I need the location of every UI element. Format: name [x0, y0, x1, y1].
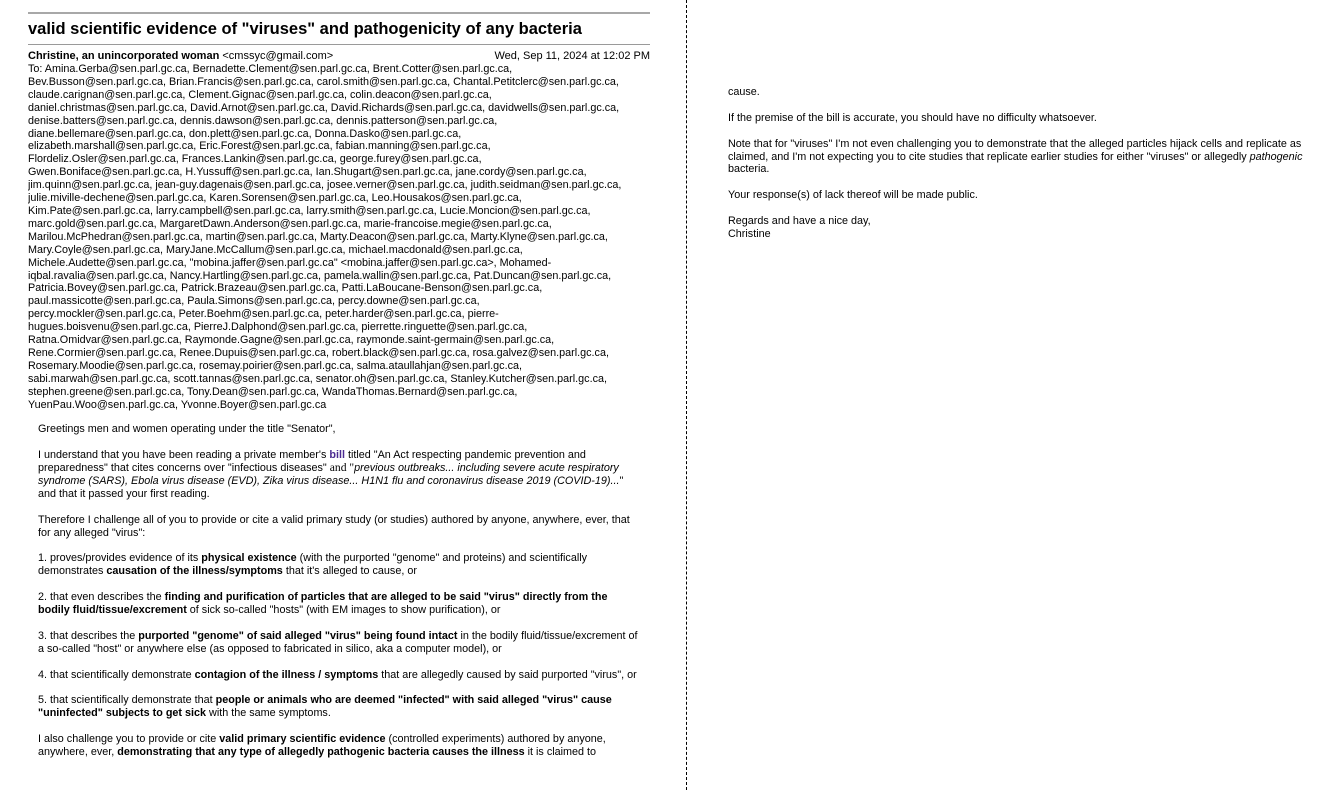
recipient-line: denise.batters@sen.parl.gc.ca, dennis.dawson@sen.parl.gc.ca, dennis.patterson@sen.parl.gc.ca, [28, 114, 498, 127]
recipient-line: Kim.Pate@sen.parl.gc.ca, larry.campbell@sen.parl.gc.ca, larry.smith@sen.parl.gc.ca, Lucie.Moncion@sen.parl.gc.ca, [28, 204, 591, 217]
italic-span: pathogenic [1249, 150, 1303, 163]
challenge-item-3 [38, 630, 638, 656]
sender-email[interactable]: <cmssyc@gmail.com> [222, 50, 334, 62]
public-notice: Your response(s) of lack thereof will be made public. [728, 189, 978, 202]
recipient-line: To: Amina.Gerba@sen.parl.gc.ca, Bernadette.Clement@sen.parl.gc.ca, Brent.Cotter@sen.parl.gc.ca, [28, 63, 513, 75]
text-span: bacteria. [728, 163, 770, 176]
recipient-line: Patricia.Bovey@sen.parl.gc.ca, Patrick.Brazeau@sen.parl.gc.ca, Patti.LaBoucane-Benson@sen.parl.gc.ca, [28, 282, 543, 295]
recipient-line: Bev.Busson@sen.parl.gc.ca, Brian.Francis@sen.parl.gc.ca, carol.smith@sen.parl.gc.ca, Chantal.Petitclerc@sen.parl.gc.ca, [28, 75, 619, 88]
email-date: Wed, Sep 11, 2024 at 12:02 PM [494, 50, 650, 62]
continuation-text: cause. [728, 86, 760, 98]
bold-span: demonstrating that any type of allegedly pathogenic bacteria causes the illness [117, 746, 525, 758]
bold-span: people or animals who are deemed "infected" with said alleged "virus" cause "uninfected" subjects to get sick [38, 694, 612, 720]
recipient-line: diane.bellemare@sen.parl.gc.ca, don.plett@sen.parl.gc.ca, Donna.Dasko@sen.parl.gc.ca, [28, 127, 462, 140]
recipient-line: YuenPau.Woo@sen.parl.gc.ca, Yvonne.Boyer@sen.parl.gc.ca [28, 398, 327, 411]
closing [728, 215, 1328, 241]
text-span: in the bodily fluid/tissue/excrement of a so-called "host" or anywhere else (as opposed to fabricated in silico, aka a computer model), or [38, 629, 638, 655]
email-subject: valid scientific evidence of "viruses" and pathogenicity of any bacteria [28, 20, 582, 38]
note-paragraph [728, 138, 1328, 177]
challenge-item-5 [38, 694, 638, 720]
bold-span: valid primary scientific evidence [219, 733, 386, 746]
email-body [38, 423, 638, 758]
recipient-line: percy.mockler@sen.parl.gc.ca, Peter.Boehm@sen.parl.gc.ca, peter.harder@sen.parl.gc.ca, pierre- [28, 308, 499, 321]
bold-span: physical existence [201, 552, 297, 565]
challenge-item-1 [38, 552, 638, 578]
text-span: Note that for "viruses" I'm not even challenging you to demonstrate that the alleged particles hijack cells and replicate as claimed, and I'm not expecting you to cite studies that replicate earlier studies for either "viruses" or allegedly [728, 137, 1302, 163]
recipient-line: daniel.christmas@sen.parl.gc.ca, David.Arnot@sen.parl.gc.ca, David.Richards@sen.parl.gc.ca, davidwells@sen.parl.gc.ca, [28, 101, 620, 114]
recipient-line: iqbal.ravalia@sen.parl.gc.ca, Nancy.Hartling@sen.parl.gc.ca, pamela.wallin@sen.parl.gc.ca, Pat.Duncan@sen.parl.gc.ca, [28, 269, 612, 282]
text-span: with the same symptoms. [206, 707, 331, 720]
recipient-line: Gwen.Boniface@sen.parl.gc.ca, H.Yussuff@sen.parl.gc.ca, Ian.Shugart@sen.parl.gc.ca, jane.cordy@sen.parl.gc.ca, [28, 166, 587, 179]
recipient-line: sabi.marwah@sen.parl.gc.ca, scott.tannas@sen.parl.gc.ca, senator.oh@sen.parl.gc.ca, Stanley.Kutcher@sen.parl.gc.ca, [28, 372, 607, 385]
page-two [728, 86, 1328, 241]
recipient-list [28, 63, 650, 411]
recipient-line: jim.quinn@sen.parl.gc.ca, jean-guy.dagenais@sen.parl.gc.ca, josee.verner@sen.parl.gc.ca, judith.seidman@sen.parl.gc.ca, [28, 179, 622, 192]
text-span: of sick so-called "hosts" (with EM images to show purification), or [186, 604, 501, 617]
bacteria-challenge [38, 733, 638, 759]
subject-rule [28, 44, 650, 45]
recipient-line: Rene.Cormier@sen.parl.gc.ca, Renee.Dupuis@sen.parl.gc.ca, robert.black@sen.parl.gc.ca, rosa.galvez@sen.parl.gc.ca, [28, 346, 609, 359]
signature: Christine [728, 227, 771, 240]
text-span: 3. that describes the [38, 629, 139, 642]
recipient-line: claude.carignan@sen.parl.gc.ca, Clement.Gignac@sen.parl.gc.ca, colin.deacon@sen.parl.gc.ca, [28, 88, 492, 101]
bold-span: purported "genome" of said alleged "virus" being found intact [138, 629, 458, 642]
recipient-line: Marilou.McPhedran@sen.parl.gc.ca, martin@sen.parl.gc.ca, Marty.Deacon@sen.parl.gc.ca, Marty.Klyne@sen.parl.gc.ca, [28, 230, 608, 243]
challenge-item-4 [38, 669, 638, 682]
recipient-line: paul.massicotte@sen.parl.gc.ca, Paula.Simons@sen.parl.gc.ca, percy.downe@sen.parl.gc.ca, [28, 295, 480, 308]
greeting: Greetings men and women operating under the title "Senator", [38, 423, 336, 436]
text-span: (controlled experiments) authored by anyone, anywhere, ever, [38, 733, 606, 758]
recipient-line: Ratna.Omidvar@sen.parl.gc.ca, Raymonde.Gagne@sen.parl.gc.ca, raymonde.saint-germain@sen.parl.gc.ca, [28, 334, 555, 347]
text-span: " and that it passed your first reading. [38, 475, 624, 500]
bill-link[interactable]: bill [329, 449, 345, 462]
page-divider [686, 0, 687, 790]
text-span: 4. that scientifically demonstrate [38, 668, 195, 681]
recipient-line: Michele.Audette@sen.parl.gc.ca, "mobina.jaffer@sen.parl.gc.ca" <mobina.jaffer@sen.parl.gc.ca>, Mohamed- [28, 256, 552, 269]
premise-paragraph: If the premise of the bill is accurate, you should have no difficulty whatsoever. [728, 111, 1097, 124]
text-span: it is claimed to [524, 746, 597, 758]
text-span: titled "An Act respecting pandemic prevention and preparedness" that cites concerns over "infectious diseases" [38, 449, 586, 475]
sender-name: Christine, an unincorporated woman [28, 50, 220, 62]
regards: Regards and have a nice day, [728, 215, 871, 227]
challenge-item-2 [38, 591, 638, 617]
bill-quote: previous outbreaks... including severe acute respiratory syndrome (SARS), Ebola virus disease (EVD), Zika virus disease... H1N1 flu and coronavirus disease 2019 (COVID-19)... [38, 462, 620, 488]
recipient-line: Rosemary.Moodie@sen.parl.gc.ca, rosemay.poirier@sen.parl.gc.ca, salma.ataullahjan@sen.parl.gc.ca, [28, 359, 522, 372]
bold-span: finding and purification of particles that are alleged to be said "virus" directly from the bodily fluid/tissue/excrement [38, 591, 608, 617]
challenge-intro: Therefore I challenge all of you to provide or cite a valid primary study (or studies) authored by anyone, anywhere, ever, that for any alleged "virus": [38, 513, 630, 539]
recipient-line: stephen.greene@sen.parl.gc.ca, Tony.Dean@sen.parl.gc.ca, WandaThomas.Bernard@sen.parl.gc.ca, [28, 385, 518, 398]
text-span: I understand that you have been reading a private member's [38, 449, 330, 462]
text-span: 2. that even describes the [38, 591, 165, 604]
recipient-line: marc.gold@sen.parl.gc.ca, MargaretDawn.Anderson@sen.parl.gc.ca, marie-francoise.megie@sen.parl.gc.ca, [28, 217, 552, 230]
text-span: and " [329, 461, 355, 475]
text-span: that it's alleged to cause, or [282, 565, 417, 578]
recipient-line: Flordeliz.Osler@sen.parl.gc.ca, Frances.Lankin@sen.parl.gc.ca, george.furey@sen.parl.gc.ca, [28, 153, 482, 166]
bill-paragraph [38, 449, 638, 501]
bold-span: contagion of the illness / symptoms [194, 668, 379, 681]
bold-span: causation of the illness/symptoms [106, 565, 283, 578]
recipient-line: julie.miville-dechene@sen.parl.gc.ca, Karen.Sorensen@sen.parl.gc.ca, Leo.Housakos@sen.parl.gc.ca, [28, 192, 522, 205]
recipient-line: elizabeth.marshall@sen.parl.gc.ca, Eric.Forest@sen.parl.gc.ca, fabian.manning@sen.parl.gc.ca, [28, 140, 491, 153]
text-span: that are allegedly caused by said purported "virus", or [378, 668, 637, 681]
text-span: 5. that scientifically demonstrate that [38, 694, 216, 707]
page-one [28, 12, 650, 790]
text-span: (with the purported "genome" and proteins) and scientifically demonstrates [38, 552, 588, 578]
email-header [28, 50, 650, 63]
recipient-line: hugues.boisvenu@sen.parl.gc.ca, PierreJ.Dalphond@sen.parl.gc.ca, pierrette.ringuette@sen.parl.gc.ca, [28, 321, 528, 334]
recipient-line: Mary.Coyle@sen.parl.gc.ca, MaryJane.McCallum@sen.parl.gc.ca, michael.macdonald@sen.parl.gc.ca, [28, 243, 523, 256]
text-span: 1. proves/provides evidence of its [38, 552, 202, 565]
text-span: I also challenge you to provide or cite [38, 733, 220, 746]
